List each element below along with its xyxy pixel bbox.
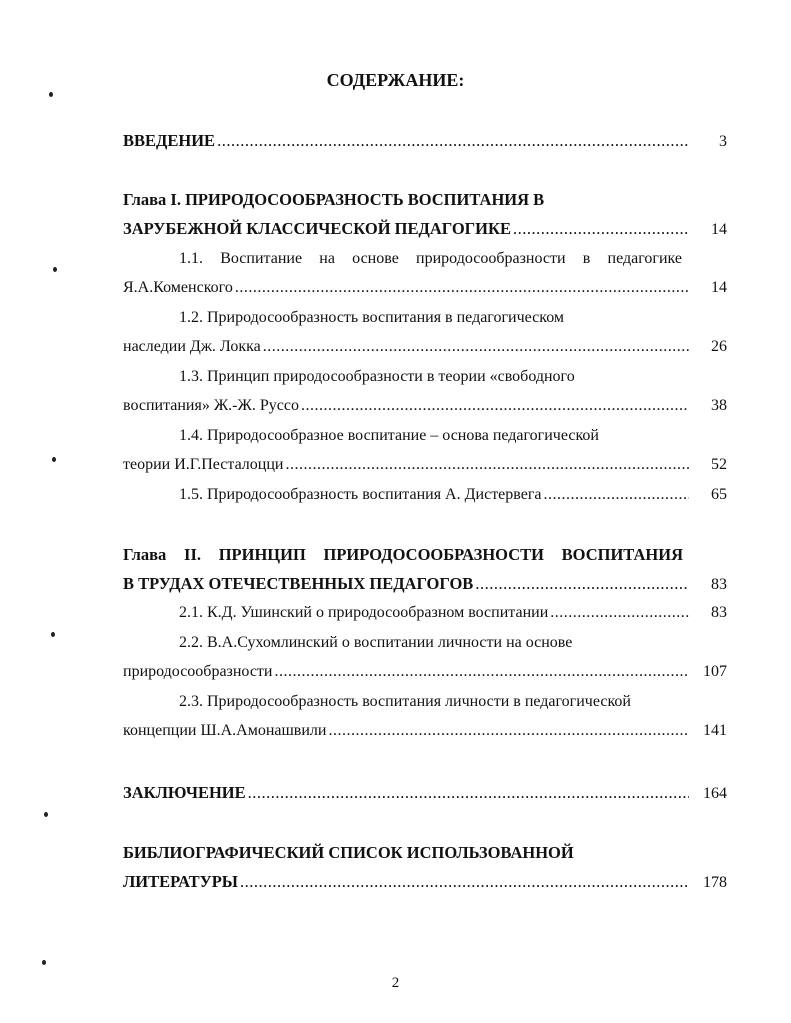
scan-speck (53, 267, 57, 272)
dot-leader (301, 397, 689, 415)
toc-page-number: 3 (719, 133, 727, 150)
toc-label: ЗАРУБЕЖНОЙ КЛАССИЧЕСКОЙ ПЕДАГОГИКЕ (123, 219, 511, 238)
toc-label: 1.5. Природосообразность воспитания А. Дистервега (179, 486, 542, 503)
toc-page-number: 107 (703, 663, 727, 680)
toc-chapter-1-title-line1: Глава I. ПРИРОДОСООБРАЗНОСТЬ ВОСПИТАНИЯ В (123, 190, 545, 209)
dot-leader (217, 131, 689, 151)
toc-label: воспитания» Ж.-Ж. Руссо (123, 397, 299, 414)
toc-label: Я.А.Коменского (123, 279, 233, 296)
toc-label: ЛИТЕРАТУРЫ (123, 872, 238, 891)
toc-label: ВВЕДЕНИЕ (123, 131, 216, 150)
toc-page-number: 14 (711, 221, 727, 238)
toc-section-1-1-line1: 1.1. Воспитание на основе природосообразности в педагогике (179, 250, 682, 267)
toc-entry-section-1-5[interactable] (179, 486, 727, 508)
toc-label: В ТРУДАХ ОТЕЧЕСТВЕННЫХ ПЕДАГОГОВ (123, 574, 474, 593)
scan-speck (52, 457, 56, 462)
toc-section-2-3-line1: 2.3. Природосообразность воспитания личности в педагогической (179, 693, 631, 710)
toc-entry-chapter-2[interactable] (123, 574, 727, 596)
toc-entry-section-2-2[interactable] (123, 663, 727, 685)
dot-leader (328, 722, 689, 740)
toc-page-number: 178 (703, 874, 727, 891)
toc-label: природосообразности (123, 663, 273, 680)
toc-entry-chapter-1[interactable] (123, 219, 727, 241)
toc-section-1-3-line1: 1.3. Принцип природосообразности в теории «свободного (179, 368, 575, 385)
toc-entry-bibliography[interactable] (123, 872, 727, 894)
toc-page-number: 141 (703, 722, 727, 739)
dot-leader (263, 338, 689, 356)
dot-leader (240, 872, 689, 892)
toc-entry-section-1-1[interactable] (123, 279, 727, 301)
dot-leader (513, 219, 689, 239)
toc-page-number: 83 (711, 576, 727, 593)
toc-bibliography-title-line1: БИБЛИОГРАФИЧЕСКИЙ СПИСОК ИСПОЛЬЗОВАННОЙ (123, 843, 574, 862)
scan-speck (44, 812, 48, 817)
toc-entry-section-1-3[interactable] (123, 397, 727, 419)
dot-leader (285, 456, 689, 474)
scan-speck (49, 92, 53, 97)
dot-leader (248, 783, 689, 803)
toc-label: теории И.Г.Песталоцци (123, 456, 284, 473)
toc-section-1-2-line1: 1.2. Природосообразность воспитания в педагогическом (179, 309, 565, 326)
toc-page-number: 83 (711, 604, 727, 621)
toc-entry-section-1-2[interactable] (123, 338, 727, 360)
dot-leader (235, 279, 689, 297)
dot-leader (475, 574, 689, 594)
toc-label: 2.1. К.Д. Ушинский о природосообразном воспитании (179, 604, 549, 621)
toc-page-number: 38 (711, 397, 727, 414)
toc-entry-introduction[interactable] (123, 131, 727, 153)
toc-entry-conclusion[interactable] (123, 783, 727, 805)
dot-leader (544, 486, 689, 504)
toc-page-number: 14 (711, 279, 727, 296)
toc-page-number: 52 (711, 456, 727, 473)
toc-page-number: 26 (711, 338, 727, 355)
toc-entry-section-1-4[interactable] (123, 456, 727, 478)
dot-leader (550, 604, 689, 622)
page-number: 2 (391, 975, 400, 991)
page-title: СОДЕРЖАНИЕ: (326, 70, 465, 90)
toc-chapter-2-title-line1: Глава II. ПРИНЦИП ПРИРОДОСООБРАЗНОСТИ ВОСПИТАНИЯ (123, 545, 683, 564)
toc-page-number: 65 (711, 486, 727, 503)
toc-section-1-4-line1: 1.4. Природосообразное воспитание – основа педагогической (179, 427, 599, 444)
scan-speck (51, 632, 55, 637)
toc-label: наследии Дж. Локка (123, 338, 261, 355)
toc-label: концепции Ш.А.Амонашвили (123, 722, 327, 739)
toc-entry-section-2-3[interactable] (123, 722, 727, 744)
scan-speck (42, 960, 46, 965)
toc-label: ЗАКЛЮЧЕНИЕ (123, 783, 246, 802)
toc-entry-section-2-1[interactable] (179, 604, 727, 626)
dot-leader (274, 663, 689, 681)
toc-page-number: 164 (703, 785, 727, 802)
toc-section-2-2-line1: 2.2. В.А.Сухомлинский о воспитании личности на основе (179, 634, 573, 651)
